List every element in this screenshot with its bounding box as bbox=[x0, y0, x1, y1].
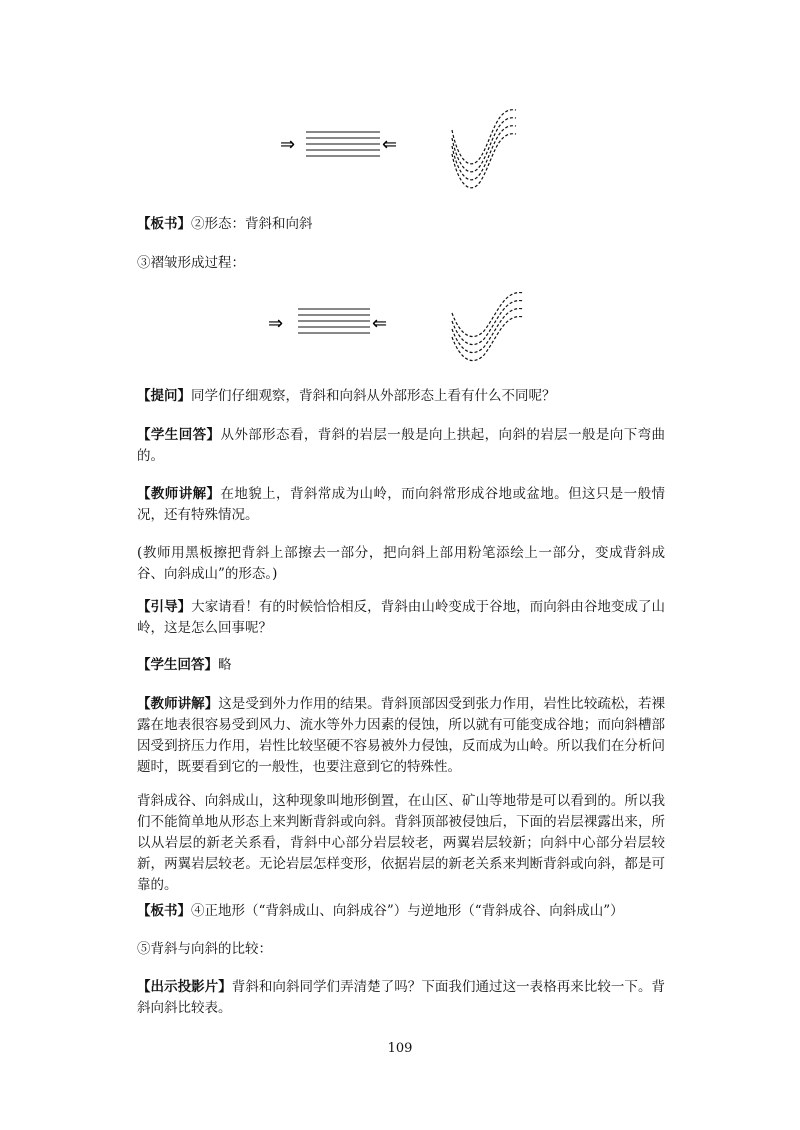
inversion-paragraph: 背斜成谷、向斜成山，这种现象叫地形倒置，在山区、矿山等地带是可以看到的。所以我们不能简单地从形态上来判断背斜或向斜。背斜顶部被侵蚀后，下面的岩层裸露出来，所以从岩层的新老关系看，背斜中心部分岩层较老，两翼岩层较新；向斜中心部分岩层较新，两翼岩层较老。无论岩层怎样变形，依据岩层的新老关系来判断背斜或向斜，都是可靠的。 bbox=[137, 793, 665, 893]
fold-diagram-2-svg bbox=[262, 283, 552, 373]
left-arrow-icon: ⇒ bbox=[268, 313, 284, 334]
student-answer-short: 【学生回答】略 bbox=[137, 657, 232, 673]
fold-diagram-1-svg bbox=[270, 100, 540, 200]
question-paragraph: 【提问】同学们仔细观察，背斜和向斜从外部形态上看有什么不同呢？ bbox=[137, 388, 556, 404]
fold-diagram-1 bbox=[270, 100, 540, 200]
board-note-topography: 【板书】④正地形（“背斜成山、向斜成谷”）与逆地形（“背斜成谷、向斜成山”） bbox=[137, 903, 624, 919]
right-arrow-icon: ⇐ bbox=[382, 134, 398, 155]
teacher-explanation-paragraph: 【教师讲解】在地貌上，背斜常成为山岭，而向斜常形成谷地或盆地。但这只是一般情况，还有特殊情况。 bbox=[137, 486, 666, 523]
folded-strata-icon bbox=[452, 110, 516, 188]
guide-paragraph: 【引导】大家请看！有的时候恰恰相反，背斜由山岭变成于谷地，而向斜由谷地变成了山岭，这是怎么回事呢？ bbox=[137, 599, 666, 636]
comparison-heading: ⑤背斜与向斜的比较： bbox=[137, 941, 272, 957]
slide-paragraph: 【出示投影片】背斜和向斜同学们弄清楚了吗？下面我们通过这一表格再来比较一下。背斜向斜比较表。 bbox=[137, 979, 666, 1016]
teacher-explanation-long: 【教师讲解】这是受到外力作用的结果。背斜顶部因受到张力作用，岩性比较疏松，若裸露在地表很容易受到风力、流水等外力因素的侵蚀，所以就有可能变成谷地；而向斜槽部因受到挤压力作用，岩性比较坚硬不容易被外力侵蚀，反而成为山岭。所以我们在分析问题时，既要看到它的一般性，也要注意到它的特殊性。 bbox=[137, 696, 666, 775]
left-arrow-icon: ⇒ bbox=[280, 134, 296, 155]
page-number: 109 bbox=[387, 1041, 413, 1056]
horizontal-strata bbox=[298, 309, 370, 333]
right-arrow-icon: ⇐ bbox=[372, 313, 388, 334]
folded-strata-icon bbox=[452, 293, 524, 361]
fold-diagram-2 bbox=[262, 283, 552, 373]
folding-process-heading: ③褶皱形成过程： bbox=[137, 255, 245, 271]
teacher-action-paragraph: (教师用黑板擦把背斜上部擦去一部分，把向斜上部用粉笔添绘上一部分，变成背斜成谷、向斜成山”的形态。) bbox=[137, 545, 665, 582]
student-answer-paragraph: 【学生回答】从外部形态看，背斜的岩层一般是向上拱起，向斜的岩层一般是向下弯曲的。 bbox=[137, 427, 666, 464]
board-note-form: 【板书】②形态：背斜和向斜 bbox=[137, 216, 313, 232]
horizontal-strata bbox=[306, 132, 380, 156]
